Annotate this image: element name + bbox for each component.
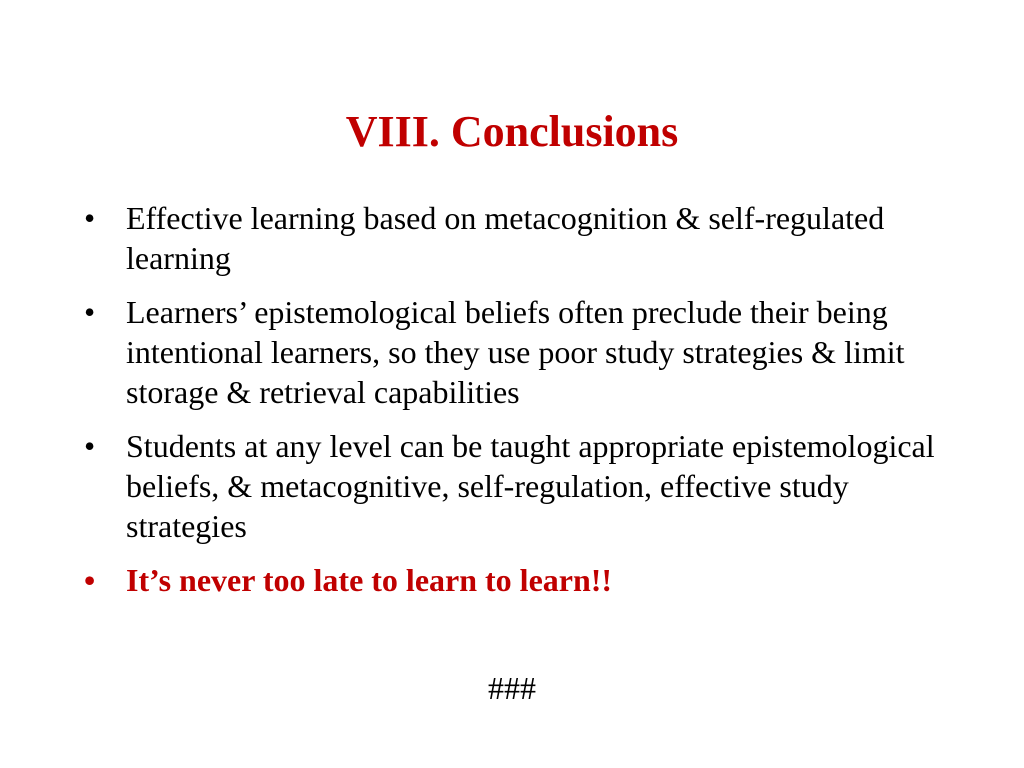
- bullet-marker: •: [84, 562, 96, 598]
- bullet-item: [82, 426, 942, 546]
- bullet-item: [82, 292, 942, 412]
- bullet-item-emphasis: [82, 560, 942, 600]
- bullet-text: Students at any level can be taught appropriate epistemological beliefs, & metacognitive, self-regulation, effective study strategies: [126, 428, 935, 544]
- bullet-item: [82, 198, 942, 278]
- slide-title: VIII. Conclusions: [345, 107, 679, 156]
- bullet-marker: •: [84, 428, 96, 464]
- bullet-list: [82, 198, 942, 614]
- closing-mark: ###: [488, 670, 536, 706]
- bullet-marker: •: [84, 294, 96, 330]
- bullet-text: Effective learning based on metacognition & self-regulated learning: [126, 200, 885, 276]
- bullet-text: It’s never too late to learn to learn!!: [126, 562, 613, 598]
- bullet-marker: •: [84, 200, 96, 236]
- bullet-text: Learners’ epistemological beliefs often preclude their being intentional learners, so they use poor study strategies & limit storage & retrieval capabilities: [126, 294, 905, 410]
